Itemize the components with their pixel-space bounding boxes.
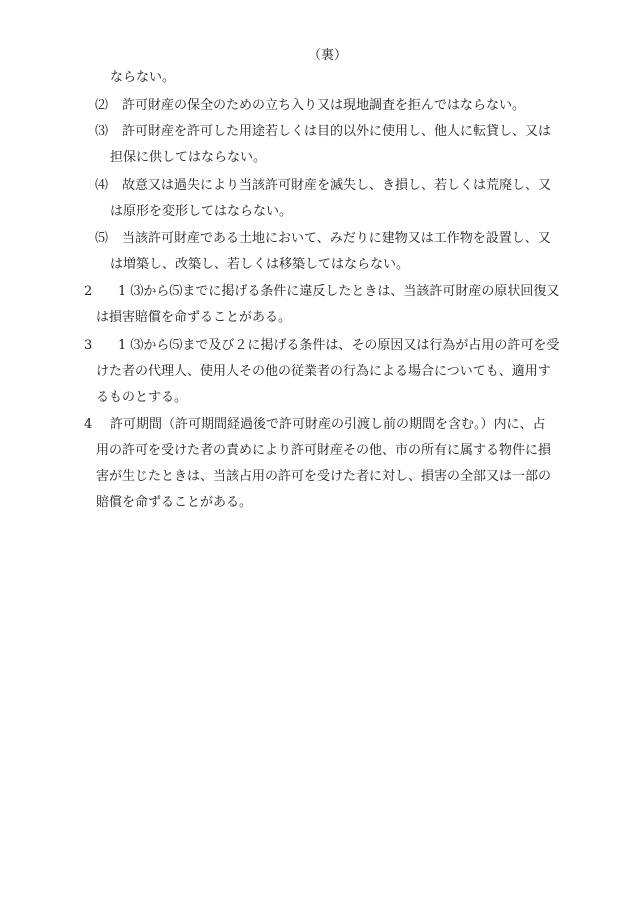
item-5-text-line-1: 当該許可財産である土地において、みだりに建物又は工作物を設置し、又 (122, 231, 551, 246)
item-3-text-line-1: 許可財産を許可した用途若しくは目的以外に使用し、他人に転貸し、又は (122, 124, 552, 139)
item-3-number: ⑶ (95, 124, 109, 139)
paragraph-3-text-line-1: 1 ⑶から⑸まで及び２に掲げる条件は、その原因又は行為が占用の許可を受 (118, 338, 560, 353)
item-5-text-line-2: は増築し、改築し、若しくは移築してはならない。 (110, 257, 410, 272)
item-4-text-line-2: は原形を変形してはならない。 (110, 204, 293, 219)
paragraph-2-text-line-2: は損害賠償を命ずることがある。 (96, 310, 292, 325)
item-5-number: ⑸ (95, 231, 109, 246)
item-4-text-line-1: 故意又は過失により当該許可財産を滅失し、き損し、若しくは荒廃し、又 (122, 178, 552, 193)
paragraph-3-text-line-3: るものとする。 (96, 390, 188, 405)
paragraph-4-text-line-1: 許可期間（許可期間経過後で許可財産の引渡し前の期間を含む。）内に、占 (110, 417, 546, 432)
item-4-number: ⑷ (95, 178, 109, 193)
paragraph-3-text-line-2: けた者の代理人、使用人その他の従業者の行為による場合についても、適用す (96, 364, 551, 379)
paragraph-4-text-line-4: 賠償を命ずることがある。 (96, 495, 253, 510)
item-2-text-line-1: 許可財産の保全のための立ち入り又は現地調査を拒んではならない。 (122, 98, 526, 113)
continuation-text: ならない。 (110, 70, 176, 85)
paragraph-2-number: 2 (84, 284, 93, 299)
page-side-label: （裏） (308, 48, 348, 63)
paragraph-4-text-line-3: 害が生じたときは、当該占用の許可を受けた者に対し、損害の全部又は一部の (96, 469, 552, 484)
paragraph-4-text-line-2: 用の許可を受けた者の責めにより許可財産その他、市の所有に属する物件に損 (96, 443, 552, 458)
item-3-text-line-2: 担保に供してはならない。 (110, 150, 267, 165)
paragraph-2-text-line-1: 1 ⑶から⑸までに掲げる条件に違反したときは、当該許可財産の原状回復又 (118, 284, 560, 299)
paragraph-3-number: 3 (84, 338, 93, 353)
item-2-number: ⑵ (95, 98, 109, 113)
paragraph-4-number: 4 (84, 417, 93, 432)
